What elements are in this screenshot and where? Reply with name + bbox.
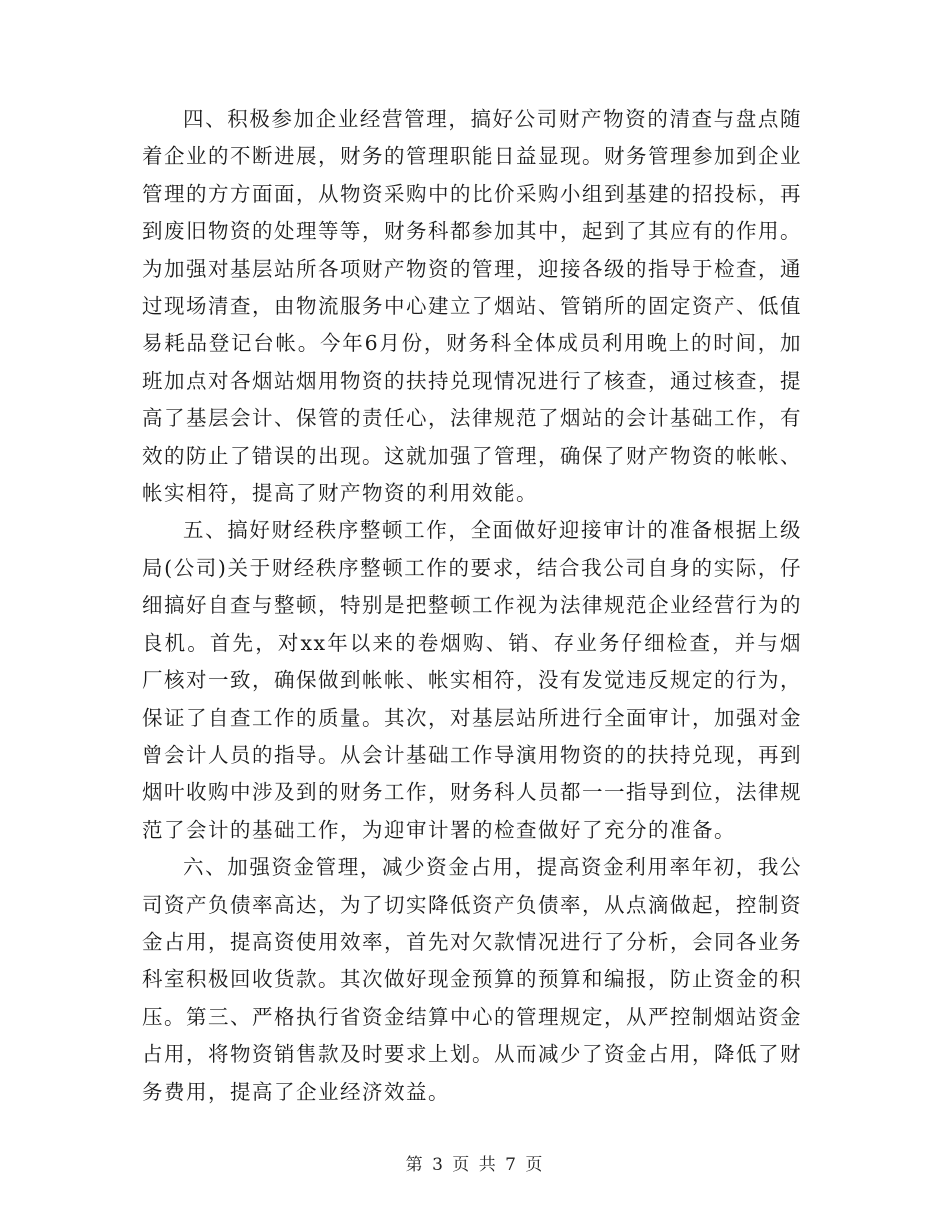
- paragraph-section-five: 五、搞好财经秩序整顿工作，全面做好迎接审计的准备根据上级局(公司)关于财经秩序整顿工作的要求，结合我公司自身的实际，仔细搞好自查与整顿，特别是把整顿工作视为法律规范企业经营行为的良机。首先，对xx年以来的卷烟购、销、存业务仔细检查，并与烟厂核对一致，确保做到帐帐、帐实相符，没有发觉违反规定的行为，保证了自查工作的质量。其次，对基层站所进行全面审计，加强对金曾会计人员的指导。从会计基础工作导演用物资的的扶持兑现，再到烟叶收购中涉及到的财务工作，财务科人员都一一指导到位，法律规范了会计的基础工作，为迎审计署的检查做好了充分的准备。: [142, 518, 802, 842]
- paragraph-section-six: 六、加强资金管理，减少资金占用，提高资金利用率年初，我公司资产负债率高达，为了切实降低资产负债率，从点滴做起，控制资金占用，提高资使用效率，首先对欠款情况进行了分析，会同各业务科室积极回收货款。其次做好现金预算的预算和编报，防止资金的积压。第三、严格执行省资金结算中心的管理规定，从严控制烟站资金占用，将物资销售款及时要求上划。从而减少了资金占用，降低了财务费用，提高了企业经济效益。: [142, 855, 802, 1104]
- page-number-footer: 第 3 页 共 7 页: [405, 1155, 545, 1175]
- document-body: [142, 101, 802, 1111]
- paragraph-section-four: 四、积极参加企业经营管理，搞好公司财产物资的清查与盘点随着企业的不断进展，财务的管理职能日益显现。财务管理参加到企业管理的方方面面，从物资采购中的比价采购小组到基建的招投标，再到废旧物资的处理等等，财务科都参加其中，起到了其应有的作用。为加强对基层站所各项财产物资的管理，迎接各级的指导于检查，通过现场清查，由物流服务中心建立了烟站、管销所的固定资产、低值易耗品登记台帐。今年6月份，财务科全体成员利用晚上的时间，加班加点对各烟站烟用物资的扶持兑现情况进行了核查，通过核查，提高了基层会计、保管的责任心，法律规范了烟站的会计基础工作，有效的防止了错误的出现。这就加强了管理，确保了财产物资的帐帐、帐实相符，提高了财产物资的利用效能。: [142, 107, 802, 506]
